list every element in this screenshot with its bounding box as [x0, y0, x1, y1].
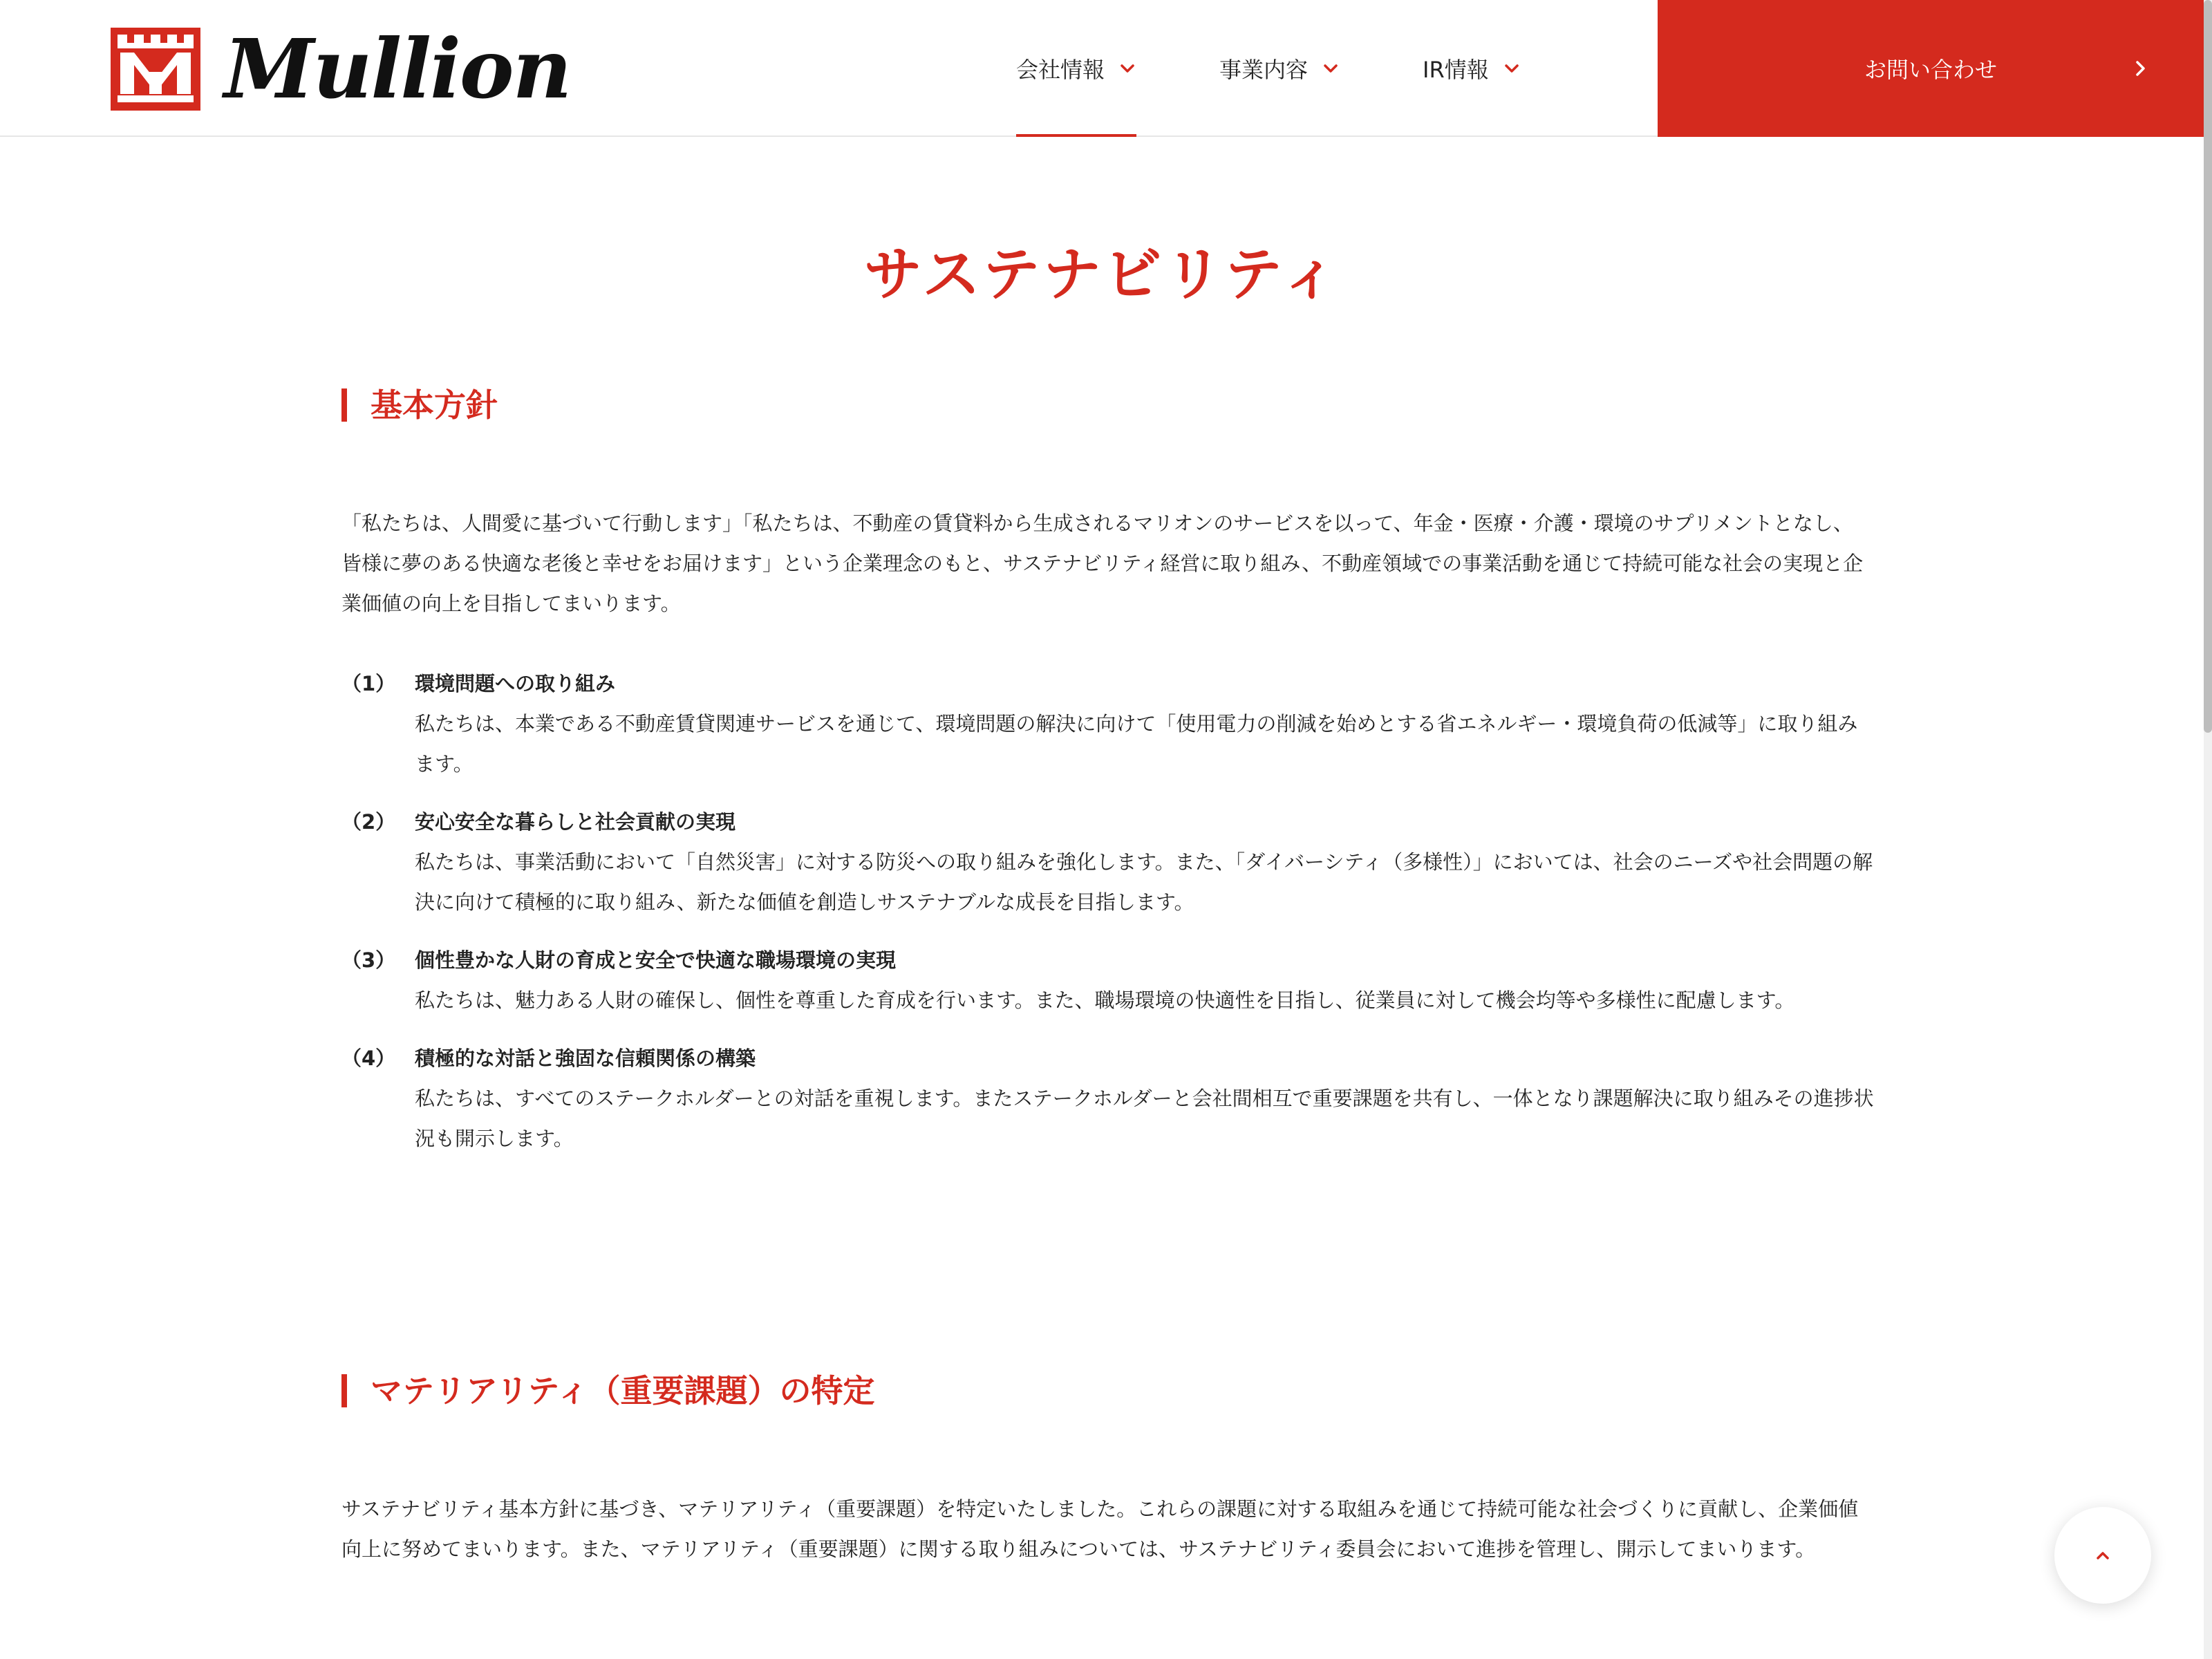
- policy-item-title: 安心安全な暮らしと社会貢献の実現: [415, 810, 736, 834]
- policy-item-body: 私たちは、事業活動において「自然災害」に対する防災への取り組みを強化します。また、「ダイバーシティ（多様性）」においては、社会のニーズや社会問題の解決に向けて積極的に取り組み、新たな価値を創造しサステナブルな成長を目指します。: [415, 850, 1873, 914]
- policy-item-title: 積極的な対話と強固な信頼関係の構築: [415, 1047, 756, 1070]
- chevron-up-icon: [2093, 1546, 2112, 1565]
- nav-item-label: 事業内容: [1219, 57, 1309, 83]
- policy-item-title: 個性豊かな人財の育成と安全で快適な職場環境の実現: [415, 948, 897, 972]
- policy-item-heading: [341, 940, 1876, 980]
- scrollbar-thumb[interactable]: [2204, 0, 2212, 733]
- list-item: [341, 940, 1876, 1020]
- policy-item-number: （4）: [341, 1047, 396, 1070]
- policy-item-number: （3）: [341, 948, 396, 972]
- policy-intro-text: 「私たちは、人間愛に基づいて行動します」「私たちは、不動産の賃貸料から生成されるマリオンのサービスを以って、年金・医療・介護・環境のサプリメントとなし、皆様に夢のある快適な老後と幸せをお届けます」という企業理念のもと、サステナビリティ経営に取り組み、不動産領域での事業活動を通じて持続可能な社会の実現と企業価値の向上を目指してまいります。: [341, 512, 1864, 615]
- back-to-top-button[interactable]: [2054, 1507, 2151, 1604]
- policy-item-body: 私たちは、魅力ある人財の確保し、個性を尊重した育成を行います。また、職場環境の快適性を目指し、従業員に対して機会均等や多様性に配慮します。: [415, 988, 1795, 1012]
- policy-item-title: 環境問題への取り組み: [415, 672, 616, 695]
- nav-item-ir[interactable]: [1423, 0, 1521, 137]
- site-logo[interactable]: [111, 21, 571, 117]
- list-item: [341, 664, 1876, 784]
- nav-item-label: IR情報: [1423, 57, 1489, 83]
- policy-item-heading: [341, 664, 1876, 704]
- policy-item-number: （2）: [341, 810, 396, 834]
- logo-mark-icon: [111, 28, 200, 111]
- policy-item-body: 私たちは、すべてのステークホルダーとの対話を重視します。またステークホルダーと会社間相互で重要課題を共有し、一体となり課題解決に取り組みその進捗状況も開示します。: [415, 1087, 1874, 1150]
- policy-item-heading: [341, 1038, 1876, 1078]
- contact-button-label: お問い合わせ: [1864, 57, 1997, 83]
- list-item: [341, 1038, 1876, 1159]
- policy-item-body: 私たちは、本業である不動産賃貸関連サービスを通じて、環境問題の解決に向けて「使用電力の削減を始めとする省エネルギー・環境負荷の低減等」に取り組みます。: [415, 712, 1858, 776]
- nav-item-company[interactable]: [1016, 0, 1136, 137]
- main-nav: [1016, 0, 1604, 137]
- list-item: [341, 802, 1876, 922]
- policy-item-heading: [341, 802, 1876, 842]
- chevron-down-icon: [1118, 59, 1136, 77]
- section-heading-materiality: マテリアリティ（重要課題）の特定: [341, 1370, 875, 1412]
- site-header: [0, 0, 2212, 137]
- materiality-intro-text: サステナビリティ基本方針に基づき、マテリアリティ（重要課題）を特定いたしました。これらの課題に対する取組みを通じて持続可能な社会づくりに貢献し、企業価値向上に努めてまいります。また、マテリアリティ（重要課題）に関する取り組みについては、サステナビリティ委員会において進捗を管理し、開示してまいります。: [341, 1497, 1859, 1561]
- chevron-down-icon: [1322, 59, 1340, 77]
- policy-list: [341, 664, 1876, 1177]
- contact-button[interactable]: [1658, 0, 2204, 137]
- nav-item-label: 会社情報: [1016, 57, 1105, 83]
- nav-item-business[interactable]: [1219, 0, 1340, 137]
- logo-wordmark: Mullion: [224, 21, 571, 117]
- section-heading-basic-policy: 基本方針: [341, 384, 498, 426]
- chevron-right-icon: [2130, 59, 2150, 78]
- page-title: サステナビリティ: [863, 241, 1342, 308]
- policy-item-number: （1）: [341, 672, 396, 695]
- chevron-down-icon: [1503, 59, 1521, 77]
